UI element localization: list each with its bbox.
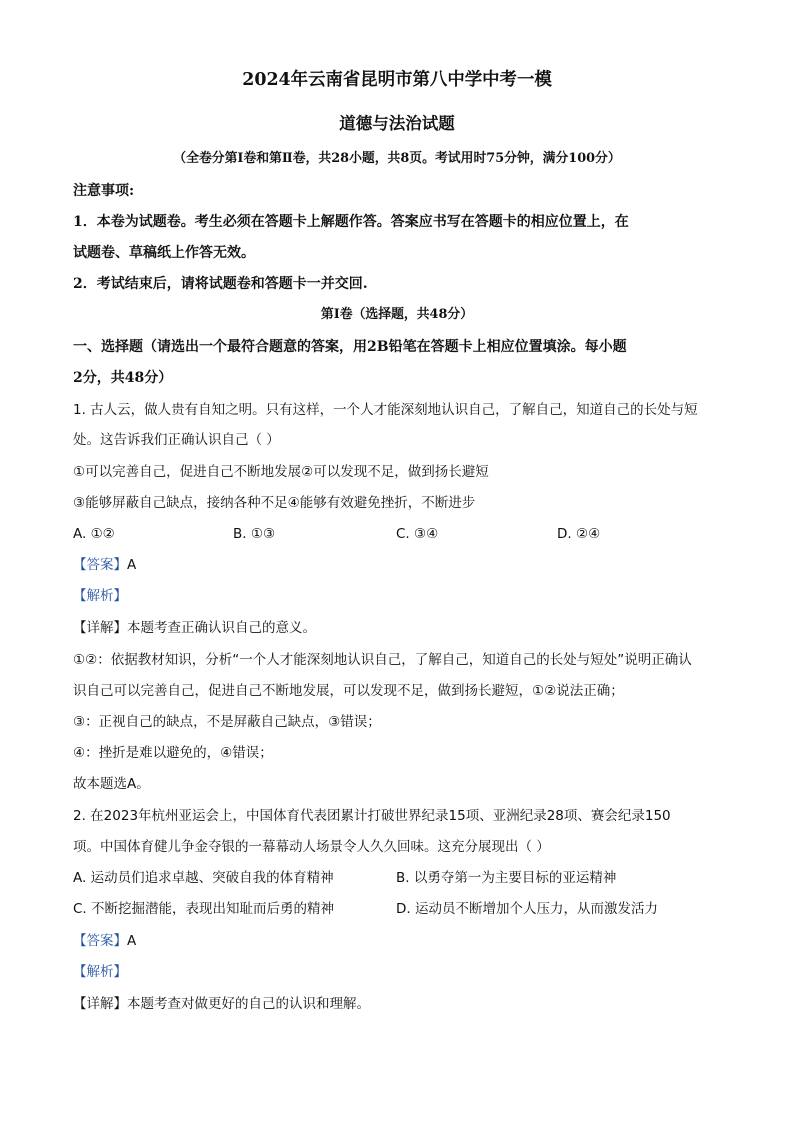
q2-option-b: B. 以勇夺第一为主要目标的亚运精神 (396, 870, 617, 886)
note-item-2: 2．考试结束后，请将试题卷和答题卡一并交回. (73, 276, 368, 292)
q1-option-c: C. ③④ (396, 526, 439, 542)
q2-answer (73, 932, 136, 950)
q1-analysis-label: 【解析】 (73, 588, 127, 604)
q1-statements-cont: ③能够屏蔽自己缺点，接纳各种不足④能够有效避免挫折，不断进步 (73, 495, 476, 511)
q1-answer-value: A (127, 557, 137, 573)
q2-option-a: A. 运动员们追求卓越、突破自我的体育精神 (73, 870, 334, 886)
section-instruction: 一、选择题（请选出一个最符合题意的答案，用2B铅笔在答题卡上相应位置填涂。每小题 (73, 339, 627, 355)
q1-option-b: B. ①③ (233, 526, 276, 542)
q2-detail-text: 本题考查对做更好的自己的认识和理解。 (127, 996, 370, 1012)
q1-stem: 1. 古人云，做人贵有自知之明。只有这样，一个人才能深刻地认识自己，了解自己，知道自己的长处与短 (73, 402, 698, 418)
q1-statements: ①可以完善自己，促进自己不断地发展②可以发现不足，做到扬长避短 (73, 464, 489, 480)
q2-option-d: D. 运动员不断增加个人压力，从而激发活力 (396, 901, 658, 917)
section-instruction-cont: 2分，共48分） (73, 370, 173, 386)
exam-info: （全卷分第Ⅰ卷和第Ⅱ卷，共28小题，共8页。考试用时75分钟，满分100分） (173, 151, 621, 166)
section-title: 第Ⅰ卷（选择题，共48分） (320, 307, 474, 322)
q2-stem-cont: 项。中国体育健儿争金夺银的一幕幕动人场景令人久久回味。这充分展现出（ ） (73, 839, 550, 855)
q1-detail (73, 619, 316, 637)
note-item-1-cont: 试题卷、草稿纸上作答无效。 (73, 245, 255, 261)
q1-detail-label: 【详解】 (73, 620, 127, 636)
note-item-1: 1．本卷为试题卷。考生必须在答题卡上解题作答。答案应书写在答题卡的相应位置上，在 (73, 214, 629, 230)
q1-stem-cont: 处。这告诉我们正确认识自己（ ） (73, 432, 280, 448)
q2-option-c: C. 不断挖掘潜能，表现出知耻而后勇的精神 (73, 901, 335, 917)
q1-conclusion: 故本题选A。 (73, 776, 150, 792)
q2-analysis-label: 【解析】 (73, 964, 127, 980)
q1-explanation-2: ③：正视自己的缺点，不是屏蔽自己缺点，③错误； (73, 714, 381, 730)
q1-option-a: A. ①② (73, 526, 115, 542)
q1-explanation-3: ④：挫折是难以避免的，④错误； (73, 745, 273, 761)
q1-explanation-1-cont: 识自己可以完善自己，促进自己不断地发展，可以发现不足，做到扬长避短，①②说法正确； (73, 683, 624, 699)
page-title: 2024年云南省昆明市第八中学中考一模 (242, 70, 552, 90)
q2-stem: 2. 在2023年杭州亚运会上，中国体育代表团累计打破世界纪录15项、亚洲纪录28项、赛会纪录150 (73, 808, 671, 824)
q1-answer-label: 【答案】 (73, 557, 127, 573)
q1-detail-text: 本题考查正确认识自己的意义。 (127, 620, 316, 636)
q2-answer-label: 【答案】 (73, 933, 127, 949)
page-subtitle: 道德与法治试题 (339, 114, 455, 133)
q2-detail-label: 【详解】 (73, 996, 127, 1012)
q2-answer-value: A (127, 933, 137, 949)
q1-option-d: D. ②④ (557, 526, 601, 542)
q1-explanation-1: ①②：依据教材知识，分析“一个人才能深刻地认识自己，了解自己，知道自己的长处与短处”说明正确认 (73, 652, 692, 668)
notes-heading: 注意事项: (73, 183, 135, 199)
q2-detail (73, 995, 370, 1013)
q1-answer (73, 556, 136, 574)
